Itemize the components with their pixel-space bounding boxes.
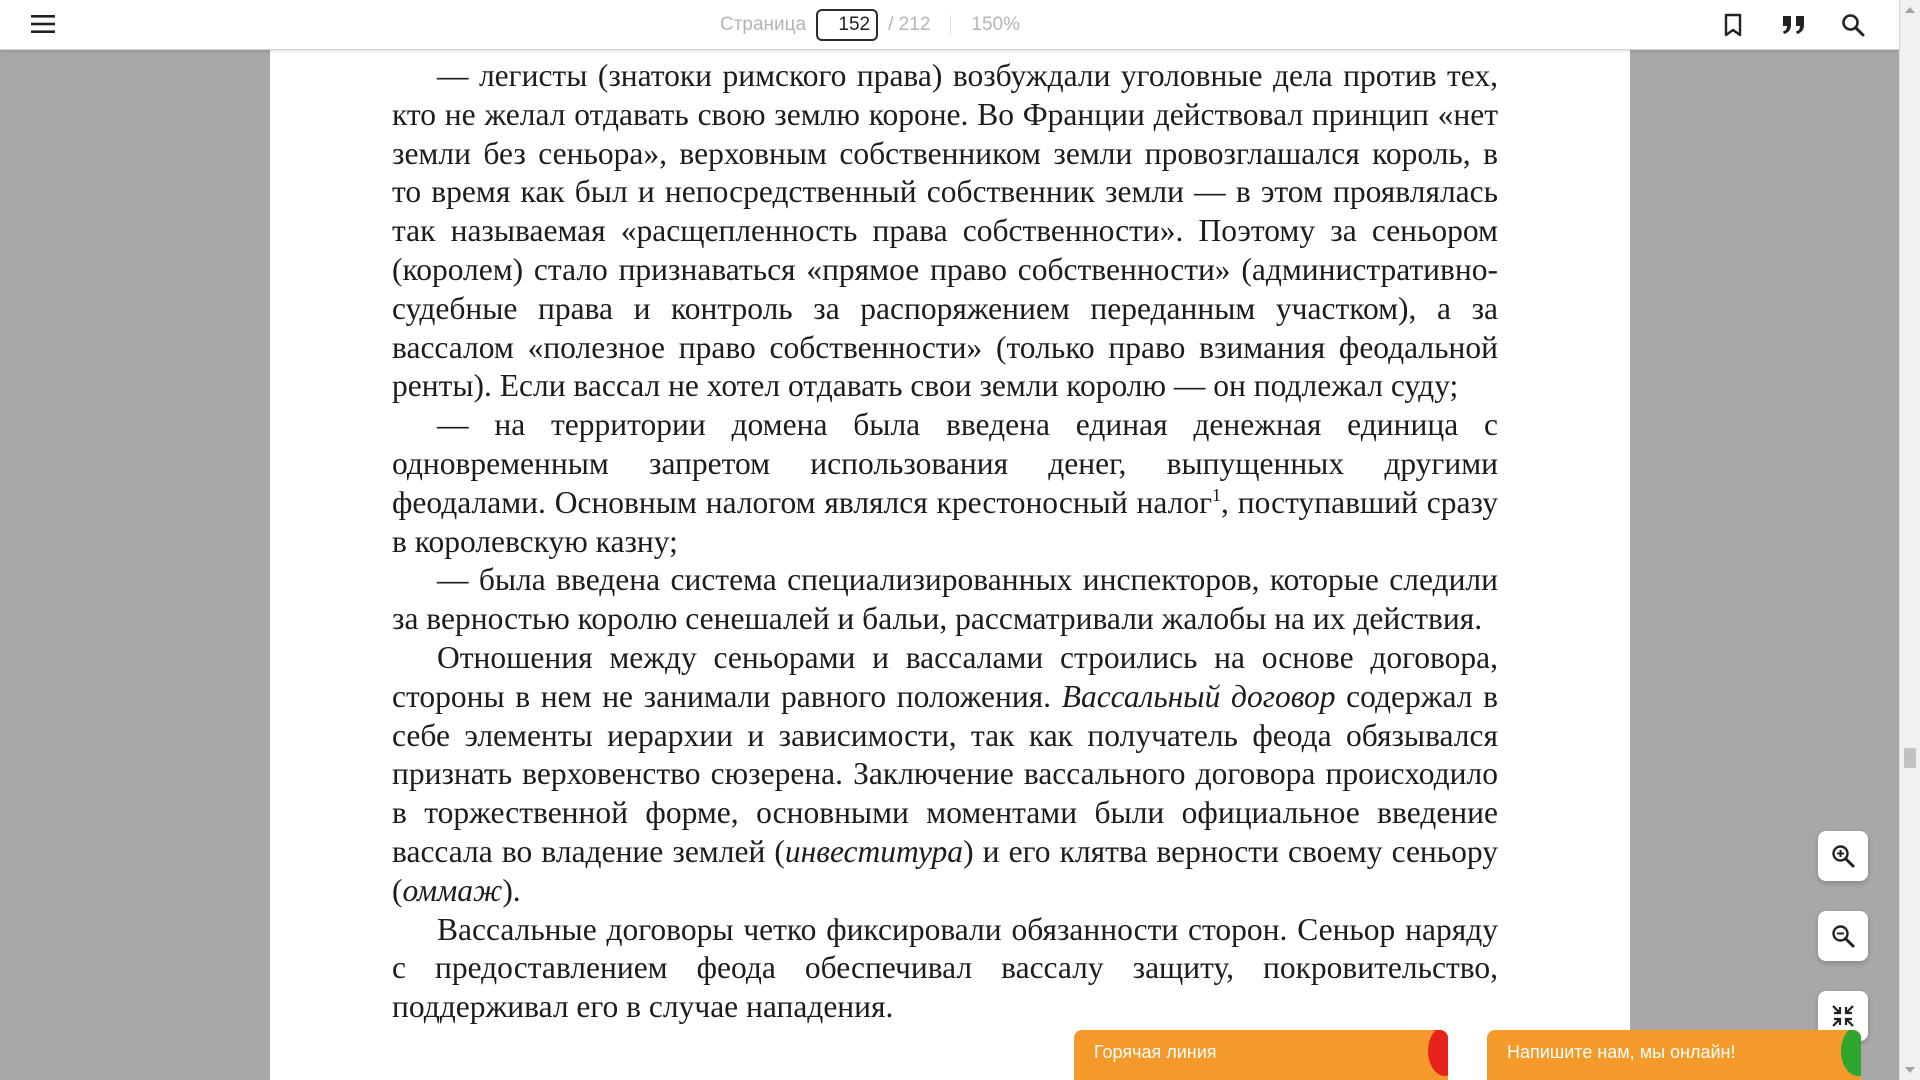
quote-icon[interactable] — [1780, 12, 1806, 38]
zoom-in-icon — [1830, 843, 1856, 869]
top-toolbar — [0, 0, 1899, 50]
term-vassal-contract: Вассальный договор — [1061, 678, 1336, 714]
footnote-marker: 1 — [1212, 484, 1222, 505]
bookmark-icon[interactable] — [1720, 12, 1746, 38]
paragraph-1: — легисты (знатоки римского права) возбуждали уголовные дела против тех, кто не желал отдавать свою землю короне. Во Франции действовал принцип «нет земли без сеньора», верховным собственником земли провозглашался король, в то время как был и непосредственный собственник земли — в этом проявлялась так называемая «расщепленность права собственности». Поэтому за сеньором (королем) стало признаваться «прямое право собственности» (административно-судебные права и контроль за распоряжением переданным участком), а за вассалом «полезное право собственности» (только право взимания феодальной ренты). Если вассал не хотел отдавать свои земли королю — он подлежал суду; — [392, 58, 1498, 404]
term-hommage: оммаж — [402, 872, 503, 908]
paragraph-2 — [392, 406, 1498, 561]
document-page — [270, 50, 1630, 1080]
page-number-input[interactable] — [816, 9, 878, 41]
page-label: Страница — [720, 14, 807, 35]
online-chat-accent — [1841, 1030, 1861, 1076]
hotline-widget[interactable] — [1074, 1030, 1448, 1080]
page-navigator — [720, 0, 1020, 50]
hotline-accent — [1428, 1030, 1448, 1076]
zoom-in-button[interactable] — [1818, 831, 1868, 881]
zoom-out-icon — [1830, 923, 1856, 949]
online-chat-label: Напишите нам, мы онлайн! — [1507, 1042, 1736, 1062]
hotline-label: Горячая линия — [1094, 1042, 1217, 1062]
paragraph-4-mid: содержал в себе элементы иерархии и зависимости, так как получатель феода обязывался признать верховенство сюзерена. Заключение вассального договора происходило в торжественной форме, основными моментами были официальное введение вассала во владение землей ( — [392, 678, 1499, 869]
paragraph-4-text: Отношения между сеньорами и вассалами строились на основе договора, стороны в нем не занимали равного положения. — [392, 639, 1498, 714]
scroll-up-arrow-icon[interactable] — [1905, 7, 1915, 13]
paragraph-5: Вассальные договоры четко фиксировали обязанности сторон. Сеньор наряду с предоставлением феода обеспечивал вассалу защиту, покровительство, поддерживал его в случае нападения. — [392, 911, 1498, 1025]
term-investiture: инвеститура — [784, 833, 964, 869]
paragraph-4 — [392, 639, 1498, 911]
zoom-level: 150% — [971, 14, 1020, 35]
pager-divider — [950, 15, 951, 35]
paragraph-4-end: ). — [502, 872, 521, 908]
search-icon[interactable] — [1840, 12, 1866, 38]
paragraph-2-tail: , поступавший сразу в королевскую казну; — [392, 484, 1498, 559]
scrollbar-thumb[interactable] — [1904, 748, 1916, 768]
zoom-out-button[interactable] — [1818, 911, 1868, 961]
scroll-down-arrow-icon[interactable] — [1905, 1067, 1915, 1073]
collapse-icon — [1830, 1003, 1856, 1029]
paragraph-3: — была введена система специализированных инспекторов, которые следили за верностью королю сенешалей и бальи, рассматривали жалобы на их действия. — [392, 562, 1498, 637]
page-total: / 212 — [888, 14, 931, 35]
vertical-scrollbar[interactable] — [1899, 0, 1920, 1080]
page-text — [392, 57, 1498, 1027]
menu-icon[interactable] — [30, 13, 60, 37]
paragraph-4-mid2: ) и его клятва верности своему сеньору ( — [392, 833, 1498, 908]
online-chat-widget[interactable] — [1487, 1030, 1861, 1080]
paragraph-2-text: — на территории домена была введена единая денежная единица с одновременным запретом использования денег, выпущенных другими феодалами. Основным налогом являлся крестоносный налог — [392, 407, 1498, 520]
